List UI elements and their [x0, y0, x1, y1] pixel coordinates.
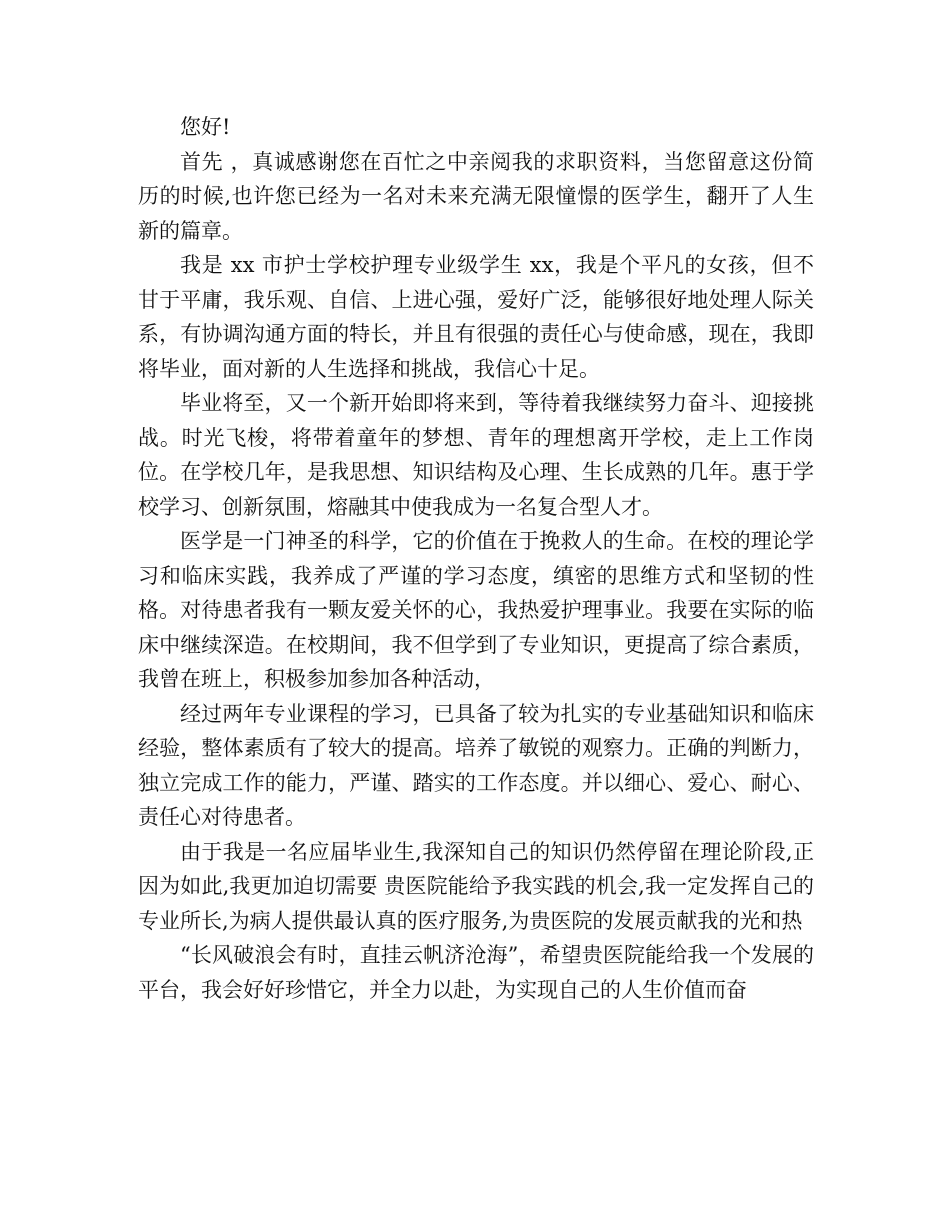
- letter-paragraph-4: 医学是一门神圣的科学，它的价值在于挽救人的生命。在校的理论学习和临床实践，我养成了严谨的学习态度，缜密的思维方式和坚韧的性格。对待患者我有一颗友爱关怀的心，我热爱护理事业。我要在实际的临床中继续深造。在校期间，我不但学到了专业知识，更提高了综合素质，我曾在班上，积极参加参加各种活动，: [138, 529, 814, 691]
- letter-paragraph-3: 毕业将至，又一个新开始即将来到，等待着我继续努力奋斗、迎接挑战。时光飞梭，将带着童年的梦想、青年的理想离开学校，走上工作岗位。在学校几年，是我思想、知识结构及心理、生长成熟的几年。惠于学校学习、创新氛围，熔融其中使我成为一名复合型人才。: [138, 391, 814, 519]
- letter-body: [138, 110, 814, 1007]
- letter-paragraph-2: 我是 xx 市护士学校护理专业级学生 xx，我是个平凡的女孩，但不甘于平庸，我乐观、自信、上进心强，爱好广泛，能够很好地处理人际关系，有协调沟通方面的特长，并且有很强的责任心与使命感，现在，我即将毕业，面对新的人生选择和挑战，我信心十足。: [138, 253, 814, 381]
- letter-paragraph-6: 由于我是一名应届毕业生,我深知自己的知识仍然停留在理论阶段,正因为如此,我更加迫切需要 贵医院能给予我实践的机会,我一定发挥自己的专业所长,为病人提供最认真的医疗服务,为贵医院的发展贡献我的光和热: [138, 839, 814, 933]
- letter-paragraph-7: “长风破浪会有时，直挂云帆济沧海”，希望贵医院能给我一个发展的平台，我会好好珍惜它，并全力以赴，为实现自己的人生价值而奋: [138, 943, 814, 1002]
- letter-paragraph-5: 经过两年专业课程的学习，已具备了较为扎实的专业基础知识和临床经验，整体素质有了较大的提高。培养了敏锐的观察力。正确的判断力，独立完成工作的能力，严谨、踏实的工作态度。并以细心、爱心、耐心、责任心对待患者。: [138, 701, 814, 829]
- letter-paragraph-1: 首先 ，真诚感谢您在百忙之中亲阅我的求职资料，当您留意这份简历的时候,也许您已经为一名对未来充满无限憧憬的医学生，翻开了人生新的篇章。: [138, 149, 814, 243]
- letter-greeting: 您好!: [180, 115, 231, 139]
